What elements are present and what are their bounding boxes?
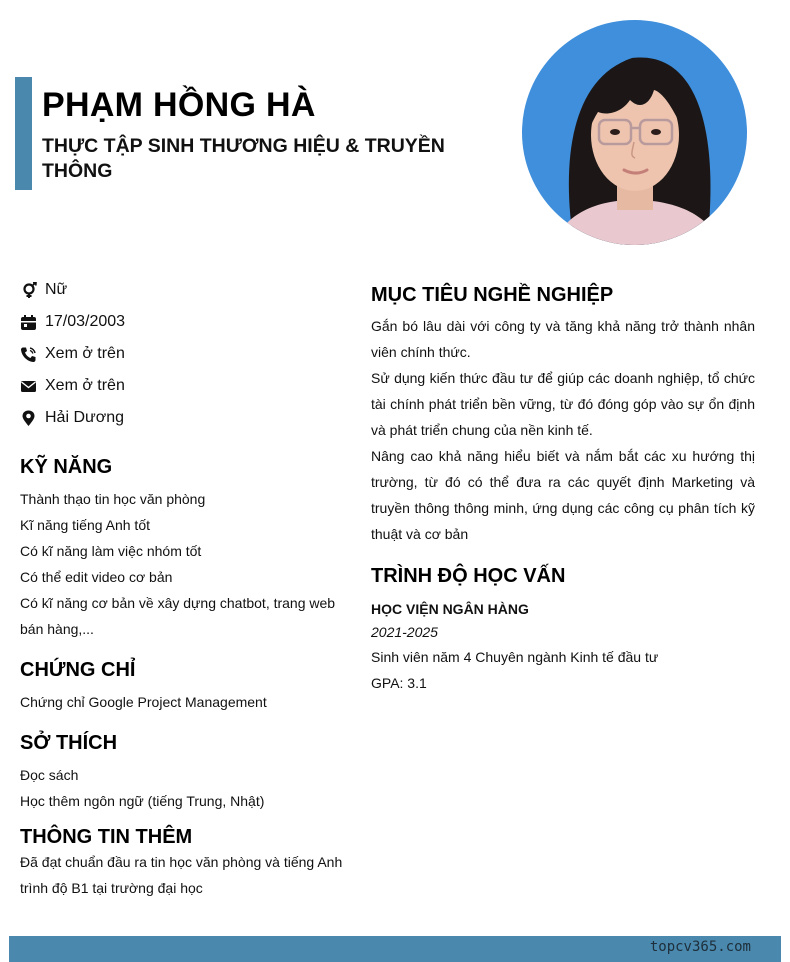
contact-email xyxy=(20,370,350,402)
contact-address xyxy=(20,402,350,434)
calendar-icon xyxy=(20,314,37,331)
skill-item: Có thể edit video cơ bản xyxy=(20,569,173,585)
education-school: HỌC VIỆN NGÂN HÀNG xyxy=(371,601,529,617)
extra-info-section xyxy=(20,826,350,901)
skills-section xyxy=(20,456,350,642)
education-gpa: GPA: 3.1 xyxy=(371,675,427,691)
header-accent-bar xyxy=(15,77,32,190)
hobby-item: Đọc sách xyxy=(20,767,79,783)
job-title: THỰC TẬP SINH THƯƠNG HIỆU & TRUYỀN THÔNG xyxy=(42,135,445,182)
gender-icon xyxy=(20,282,37,299)
contact-address-value: Hải Dương xyxy=(45,409,125,426)
footer-watermark: topcv365.com xyxy=(649,939,751,955)
envelope-icon xyxy=(20,378,37,395)
contact-phone xyxy=(20,338,350,370)
hobby-item: Học thêm ngôn ngữ (tiếng Trung, Nhật) xyxy=(20,793,265,809)
certificates-title: CHỨNG CHỈ xyxy=(20,659,136,681)
education-years: 2021-2025 xyxy=(371,624,438,640)
skill-item: Thành thạo tin học văn phòng xyxy=(20,491,206,507)
education-section xyxy=(371,565,755,696)
career-goal-paragraph: Gắn bó lâu dài với công ty và tăng khả năng trở thành nhân viên chính thức. xyxy=(371,318,755,360)
education-detail: Sinh viên năm 4 Chuyên ngành Kinh tế đầu tư xyxy=(371,649,659,665)
career-goal-title: MỤC TIÊU NGHỀ NGHIỆP xyxy=(371,284,614,306)
phone-icon xyxy=(20,346,37,363)
education-title: TRÌNH ĐỘ HỌC VẤN xyxy=(371,565,566,587)
hobbies-section xyxy=(20,732,350,814)
career-goal-paragraph: Sử dụng kiến thức đầu tư để giúp các doanh nghiệp, tổ chức tài chính phát triển bền vững, từ đó đóng góp vào sự ổn định và phát triển chung của nền kinh tế. xyxy=(371,370,755,438)
career-goal-section xyxy=(371,284,755,547)
skills-title: KỸ NĂNG xyxy=(20,456,113,478)
skill-item: Có kĩ năng làm việc nhóm tốt xyxy=(20,543,202,559)
contact-list xyxy=(20,274,350,434)
extra-info-title: THÔNG TIN THÊM xyxy=(20,826,193,848)
map-pin-icon xyxy=(20,410,37,427)
candidate-name: PHẠM HỒNG HÀ xyxy=(42,86,316,124)
profile-photo xyxy=(522,20,747,245)
footer-bar xyxy=(9,936,781,962)
contact-birthdate xyxy=(20,306,350,338)
skill-item: Kĩ năng tiếng Anh tốt xyxy=(20,517,150,533)
skill-item: Có kĩ năng cơ bản về xây dựng chatbot, trang web bán hàng,... xyxy=(20,595,336,637)
extra-info-item: Đã đạt chuẩn đầu ra tin học văn phòng và tiếng Anh trình độ B1 tại trường đại học xyxy=(20,854,343,896)
contact-gender-value: Nữ xyxy=(45,281,68,298)
career-goal-paragraph: Nâng cao khả năng hiểu biết và nắm bắt các xu hướng thị trường, từ đó có thể đưa ra các quyết định Marketing và truyền thông thông minh, ứng dụng các công cụ phân tích kỹ thuật và cơ bản xyxy=(371,448,755,542)
contact-phone-value: Xem ở trên xyxy=(45,345,125,362)
contact-email-value: Xem ở trên xyxy=(45,377,125,394)
contact-birthdate-value: 17/03/2003 xyxy=(45,313,126,330)
certificates-section xyxy=(20,659,350,715)
hobbies-title: SỞ THÍCH xyxy=(20,732,118,754)
certificate-item: Chứng chỉ Google Project Management xyxy=(20,694,267,710)
contact-gender xyxy=(20,274,350,306)
